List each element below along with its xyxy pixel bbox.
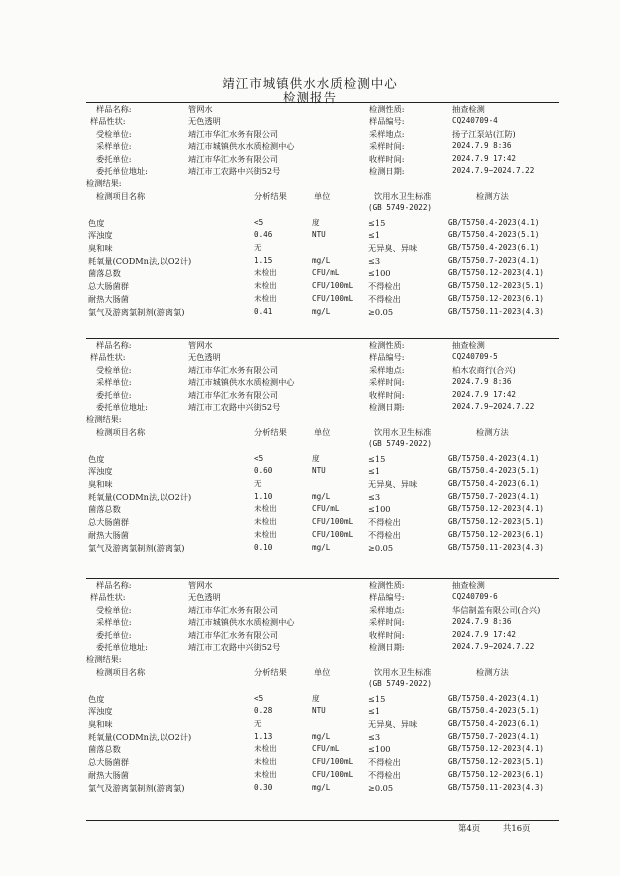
- result-unit: mg/L: [312, 542, 331, 552]
- result-method: GB/T5750.12-2023(5.1): [448, 517, 545, 527]
- info-row: [86, 153, 559, 165]
- result-value: 未检出: [254, 504, 277, 514]
- info-value-test-date: 2024.7.9~2024.7.22: [452, 166, 535, 175]
- result-standard: ≤3: [368, 255, 381, 266]
- result-item-name: 浑浊度: [88, 706, 113, 717]
- info-label-client-address: 委托单位地址:: [96, 402, 148, 412]
- col-result: 分析结果: [254, 190, 287, 201]
- result-standard: 无异臭、异味: [368, 243, 418, 253]
- result-standard: 不得检出: [368, 293, 401, 304]
- info-value-entrusted-unit: 靖江市华汇水务有限公司: [188, 364, 279, 375]
- result-value: <5: [254, 693, 264, 703]
- result-unit: 度: [312, 217, 320, 227]
- result-method: GB/T5750.4-2023(5.1): [448, 466, 540, 476]
- page-number: 第4页: [458, 823, 481, 833]
- info-value-client-address: 靖江市工农路中兴街52号: [188, 402, 281, 412]
- result-item-name: 色度: [88, 453, 105, 464]
- info-label-receive-time: 收样时间:: [369, 153, 405, 164]
- info-label-sample-state: 样品性状:: [90, 116, 126, 127]
- result-value: 0.10: [254, 542, 273, 552]
- result-item-name: 浑浊度: [88, 230, 113, 241]
- table-row: [86, 529, 559, 541]
- result-value: 0.60: [254, 466, 273, 476]
- info-value-receive-time: 2024.7.9 17:42: [452, 389, 517, 399]
- result-item-name: 耐热大肠菌: [88, 293, 129, 304]
- result-item-name: 菌落总数: [88, 268, 121, 279]
- result-method: GB/T5750.12-2023(6.1): [448, 529, 545, 539]
- result-method: GB/T5750.12-2023(5.1): [448, 281, 545, 291]
- result-value: 未检出: [254, 769, 277, 779]
- info-value-receive-time: 2024.7.9 17:42: [452, 153, 517, 163]
- result-method: GB/T5750.4-2023(5.1): [448, 230, 540, 240]
- info-label-sampling-site: 采样地点:: [369, 364, 405, 375]
- table-row: [86, 769, 559, 781]
- result-value: 未检出: [254, 268, 277, 278]
- result-standard: 不得检出: [368, 529, 401, 540]
- col-method: 检测方法: [476, 190, 509, 201]
- result-item-name: 氯气及游离氯制剂(游离氯): [88, 306, 185, 317]
- result-unit: CFU/100mL: [312, 769, 354, 779]
- info-row: [86, 604, 559, 616]
- result-unit: CFU/100mL: [312, 281, 354, 291]
- info-label-sampling-unit: 采样单位:: [96, 617, 132, 628]
- info-label-sampling-site: 采样地点:: [369, 128, 405, 139]
- col-standard-code: (GB 5749-2022): [368, 439, 433, 449]
- result-item-name: 臭和味: [88, 719, 113, 729]
- info-row: [86, 389, 559, 401]
- info-row: [86, 165, 559, 177]
- result-standard: ≤1: [368, 230, 381, 241]
- info-value-client-address: 靖江市工农路中兴街52号: [188, 642, 281, 652]
- result-item-name: 菌落总数: [88, 504, 121, 515]
- result-unit: mg/L: [312, 306, 331, 316]
- result-value: 无: [254, 479, 262, 488]
- results-header-sub: [86, 678, 559, 690]
- info-value-sampling-site: 扬子江泵站(江防): [452, 128, 516, 139]
- info-value-sampling-unit: 靖江市城镇供水水质检测中心: [188, 617, 295, 628]
- result-item-name: 臭和味: [88, 479, 113, 489]
- results-heading: [86, 413, 559, 425]
- info-value-client-address: 靖江市工农路中兴街52号: [188, 166, 281, 176]
- result-standard: 不得检出: [368, 517, 401, 528]
- col-item: 检测项目名称: [96, 190, 146, 201]
- col-standard-code: (GB 5749-2022): [368, 203, 433, 213]
- result-method: GB/T5750.12-2023(6.1): [448, 769, 545, 779]
- results-header-sub: [86, 202, 559, 214]
- result-item-name: 菌落总数: [88, 744, 121, 755]
- info-row: [86, 616, 559, 628]
- table-row: [86, 782, 559, 794]
- info-label-entrusted-unit: 受检单位:: [96, 604, 132, 615]
- result-unit: mg/L: [312, 491, 331, 501]
- info-row: [86, 351, 559, 363]
- results-header: [86, 426, 559, 438]
- result-standard: ≤100: [368, 268, 391, 279]
- results-header: [86, 666, 559, 678]
- info-row: [86, 401, 559, 413]
- result-item-name: 色度: [88, 217, 105, 228]
- result-item-name: 总大肠菌群: [88, 517, 129, 528]
- result-standard: 不得检出: [368, 281, 401, 292]
- result-value: 未检出: [254, 281, 277, 291]
- info-value-sample-name: 管网水: [188, 340, 213, 350]
- info-label-sampling-unit: 采样单位:: [96, 377, 132, 388]
- table-row: [86, 293, 559, 305]
- section-divider: [86, 820, 559, 821]
- info-value-client-unit: 靖江市华汇水务有限公司: [188, 153, 279, 164]
- col-result: 分析结果: [254, 666, 287, 677]
- result-method: GB/T5750.4-2023(4.1): [448, 693, 540, 703]
- result-value: 1.15: [254, 255, 273, 265]
- info-value-test-date: 2024.7.9~2024.7.22: [452, 642, 535, 651]
- info-label-client-unit: 委托单位:: [96, 629, 132, 640]
- info-value-sample-state: 无色透明: [188, 592, 221, 603]
- info-row: [86, 103, 559, 115]
- info-label-sampling-time: 采样时间:: [369, 617, 405, 628]
- result-standard: 不得检出: [368, 769, 401, 780]
- info-value-sample-state: 无色透明: [188, 116, 221, 127]
- col-method: 检测方法: [476, 666, 509, 677]
- result-value: 未检出: [254, 293, 277, 303]
- result-value: 未检出: [254, 744, 277, 754]
- result-method: GB/T5750.12-2023(4.1): [448, 744, 545, 754]
- info-row: [86, 140, 559, 152]
- info-label-receive-time: 收样时间:: [369, 389, 405, 400]
- info-row: [86, 115, 559, 127]
- result-unit: 度: [312, 693, 320, 703]
- result-standard: ≥0.05: [368, 306, 394, 317]
- result-method: GB/T5750.12-2023(5.1): [448, 757, 545, 767]
- info-label-test-nature: 检测性质:: [369, 580, 405, 590]
- result-value: 无: [254, 243, 262, 252]
- col-standard: 饮用水卫生标准: [374, 426, 432, 437]
- info-label-sample-state: 样品性状:: [90, 352, 126, 363]
- info-label-sample-name: 样品名称:: [96, 340, 132, 350]
- result-method: GB/T5750.7-2023(4.1): [448, 255, 540, 265]
- results-heading: [86, 177, 559, 189]
- result-unit: 度: [312, 453, 320, 463]
- result-item-name: 色度: [88, 693, 105, 704]
- info-label-sampling-site: 采样地点:: [369, 604, 405, 615]
- col-item: 检测项目名称: [96, 426, 146, 437]
- result-item-name: 臭和味: [88, 243, 113, 253]
- info-label-sampling-time: 采样时间:: [369, 141, 405, 152]
- result-value: 未检出: [254, 529, 277, 539]
- info-label-test-nature: 检测性质:: [369, 340, 405, 350]
- result-method: GB/T5750.4-2023(4.1): [448, 217, 540, 227]
- info-label-entrusted-unit: 受检单位:: [96, 364, 132, 375]
- result-method: GB/T5750.7-2023(4.1): [448, 491, 540, 501]
- result-unit: mg/L: [312, 731, 331, 741]
- result-unit: CFU/mL: [312, 268, 340, 278]
- table-row: [86, 478, 559, 490]
- table-row: [86, 465, 559, 477]
- info-value-client-unit: 靖江市华汇水务有限公司: [188, 389, 279, 400]
- info-row: [86, 364, 559, 376]
- info-label-test-date: 检测日期:: [369, 402, 405, 412]
- results-label: 检测结果:: [86, 178, 122, 189]
- table-row: [86, 280, 559, 292]
- result-method: GB/T5750.12-2023(6.1): [448, 293, 545, 303]
- info-label-test-nature: 检测性质:: [369, 104, 405, 114]
- info-label-test-date: 检测日期:: [369, 166, 405, 176]
- result-standard: ≤15: [368, 693, 386, 704]
- result-item-name: 耐热大肠菌: [88, 529, 129, 540]
- table-row: [86, 453, 559, 465]
- info-value-sampling-time: 2024.7.9 8:36: [452, 141, 512, 151]
- result-item-name: 浑浊度: [88, 466, 113, 477]
- result-value: 无: [254, 719, 262, 728]
- info-value-sampling-unit: 靖江市城镇供水水质检测中心: [188, 141, 295, 152]
- org-title: 靖江市城镇供水水质检测中心: [222, 76, 398, 91]
- result-unit: mg/L: [312, 255, 331, 265]
- result-standard: ≤3: [368, 731, 381, 742]
- info-value-sample-no: CQ240709-5: [452, 352, 498, 362]
- result-method: GB/T5750.11-2023(4.3): [448, 542, 545, 552]
- result-method: GB/T5750.4-2023(6.1): [448, 243, 540, 252]
- info-value-sample-name: 管网水: [188, 580, 213, 590]
- result-standard: ≤100: [368, 504, 391, 515]
- info-label-entrusted-unit: 受检单位:: [96, 128, 132, 139]
- info-value-sampling-unit: 靖江市城镇供水水质检测中心: [188, 377, 295, 388]
- info-value-test-nature: 抽查检测: [452, 104, 485, 114]
- result-unit: NTU: [312, 230, 326, 240]
- result-value: <5: [254, 453, 264, 463]
- result-method: GB/T5750.4-2023(5.1): [448, 706, 540, 716]
- result-unit: CFU/mL: [312, 744, 340, 754]
- info-value-entrusted-unit: 靖江市华汇水务有限公司: [188, 604, 279, 615]
- results-header-sub: [86, 438, 559, 450]
- table-row: [86, 542, 559, 554]
- col-method: 检测方法: [476, 426, 509, 437]
- col-unit: 单位: [314, 666, 331, 677]
- info-value-sampling-site: 柏木农商行(合兴): [452, 364, 516, 375]
- result-value: 1.13: [254, 731, 273, 741]
- info-row: [86, 376, 559, 388]
- results-header: [86, 190, 559, 202]
- result-method: GB/T5750.7-2023(4.1): [448, 731, 540, 741]
- table-row: [86, 267, 559, 279]
- result-unit: NTU: [312, 706, 326, 716]
- table-row: [86, 503, 559, 515]
- table-row: [86, 693, 559, 705]
- result-standard: ≥0.05: [368, 542, 394, 553]
- info-row: [86, 339, 559, 351]
- page-total: 共16页: [503, 823, 531, 833]
- results-label: 检测结果:: [86, 654, 122, 665]
- result-value: 1.10: [254, 491, 273, 501]
- col-standard-code: (GB 5749-2022): [368, 679, 433, 689]
- result-standard: ≤100: [368, 744, 391, 755]
- info-label-sample-no: 样品编号:: [369, 352, 405, 363]
- col-standard: 饮用水卫生标准: [374, 666, 432, 677]
- result-method: GB/T5750.11-2023(4.3): [448, 782, 545, 792]
- col-standard: 饮用水卫生标准: [374, 190, 432, 201]
- info-value-test-date: 2024.7.9~2024.7.22: [452, 402, 535, 411]
- table-row: [86, 516, 559, 528]
- result-unit: CFU/100mL: [312, 293, 354, 303]
- result-unit: CFU/100mL: [312, 517, 354, 527]
- result-standard: ≤15: [368, 453, 386, 464]
- result-method: GB/T5750.4-2023(6.1): [448, 479, 540, 488]
- result-standard: 无异臭、异味: [368, 719, 418, 729]
- result-item-name: 耗氧量(CODMn法,以O2计): [88, 255, 192, 266]
- info-label-sample-no: 样品编号:: [369, 592, 405, 603]
- info-value-sample-no: CQ240709-6: [452, 592, 498, 602]
- info-value-sampling-site: 华信制盖有限公司(合兴): [452, 604, 541, 615]
- result-method: GB/T5750.4-2023(6.1): [448, 719, 540, 728]
- result-standard: ≤1: [368, 466, 381, 477]
- info-row: [86, 629, 559, 641]
- result-method: GB/T5750.11-2023(4.3): [448, 306, 545, 316]
- result-item-name: 耐热大肠菌: [88, 769, 129, 780]
- result-value: 未检出: [254, 757, 277, 767]
- table-row: [86, 731, 559, 743]
- result-item-name: 耗氧量(CODMn法,以O2计): [88, 731, 192, 742]
- info-row: [86, 641, 559, 653]
- result-standard: ≤3: [368, 491, 381, 502]
- info-value-sampling-time: 2024.7.9 8:36: [452, 617, 512, 627]
- table-row: [86, 743, 559, 755]
- result-standard: 无异臭、异味: [368, 479, 418, 489]
- result-unit: CFU/mL: [312, 504, 340, 514]
- result-unit: CFU/100mL: [312, 529, 354, 539]
- result-item-name: 总大肠菌群: [88, 281, 129, 292]
- result-value: <5: [254, 217, 264, 227]
- info-value-sample-no: CQ240709-4: [452, 116, 498, 126]
- info-label-client-unit: 委托单位:: [96, 153, 132, 164]
- result-standard: ≤15: [368, 217, 386, 228]
- result-value: 未检出: [254, 517, 277, 527]
- info-label-client-address: 委托单位地址:: [96, 166, 148, 176]
- table-row: [86, 306, 559, 318]
- result-item-name: 总大肠菌群: [88, 757, 129, 768]
- info-label-test-date: 检测日期:: [369, 642, 405, 652]
- col-item: 检测项目名称: [96, 666, 146, 677]
- results-label: 检测结果:: [86, 414, 122, 425]
- table-row: [86, 217, 559, 229]
- result-value: 0.30: [254, 782, 273, 792]
- table-row: [86, 255, 559, 267]
- info-row: [86, 579, 559, 591]
- info-label-receive-time: 收样时间:: [369, 629, 405, 640]
- result-value: 0.46: [254, 230, 273, 240]
- info-value-receive-time: 2024.7.9 17:42: [452, 629, 517, 639]
- table-row: [86, 242, 559, 254]
- table-row: [86, 229, 559, 241]
- result-standard: ≤1: [368, 706, 381, 717]
- result-method: GB/T5750.4-2023(4.1): [448, 453, 540, 463]
- info-label-sample-name: 样品名称:: [96, 580, 132, 590]
- info-label-sampling-time: 采样时间:: [369, 377, 405, 388]
- info-row: [86, 128, 559, 140]
- results-heading: [86, 653, 559, 665]
- info-value-sampling-time: 2024.7.9 8:36: [452, 377, 512, 387]
- info-label-client-unit: 委托单位:: [96, 389, 132, 400]
- info-label-client-address: 委托单位地址:: [96, 642, 148, 652]
- report-title: 检测报告: [282, 90, 337, 105]
- info-row: [86, 591, 559, 603]
- result-method: GB/T5750.12-2023(4.1): [448, 504, 545, 514]
- result-item-name: 氯气及游离氯制剂(游离氯): [88, 782, 185, 793]
- result-standard: 不得检出: [368, 757, 401, 768]
- result-standard: ≥0.05: [368, 782, 394, 793]
- result-method: GB/T5750.12-2023(4.1): [448, 268, 545, 278]
- info-value-sample-state: 无色透明: [188, 352, 221, 363]
- info-value-sample-name: 管网水: [188, 104, 213, 114]
- result-unit: CFU/100mL: [312, 757, 354, 767]
- table-row: [86, 491, 559, 503]
- result-item-name: 耗氧量(CODMn法,以O2计): [88, 491, 192, 502]
- result-value: 0.41: [254, 306, 273, 316]
- result-item-name: 氯气及游离氯制剂(游离氯): [88, 542, 185, 553]
- info-value-test-nature: 抽查检测: [452, 580, 485, 590]
- col-result: 分析结果: [254, 426, 287, 437]
- result-value: 0.28: [254, 706, 273, 716]
- info-label-sample-name: 样品名称:: [96, 104, 132, 114]
- info-value-test-nature: 抽查检测: [452, 340, 485, 350]
- info-value-entrusted-unit: 靖江市华汇水务有限公司: [188, 128, 279, 139]
- info-label-sample-state: 样品性状:: [90, 592, 126, 603]
- table-row: [86, 705, 559, 717]
- result-unit: NTU: [312, 466, 326, 476]
- info-label-sampling-unit: 采样单位:: [96, 141, 132, 152]
- col-unit: 单位: [314, 426, 331, 437]
- info-label-sample-no: 样品编号:: [369, 116, 405, 127]
- result-unit: mg/L: [312, 782, 331, 792]
- col-unit: 单位: [314, 190, 331, 201]
- table-row: [86, 756, 559, 768]
- table-row: [86, 718, 559, 730]
- info-value-client-unit: 靖江市华汇水务有限公司: [188, 629, 279, 640]
